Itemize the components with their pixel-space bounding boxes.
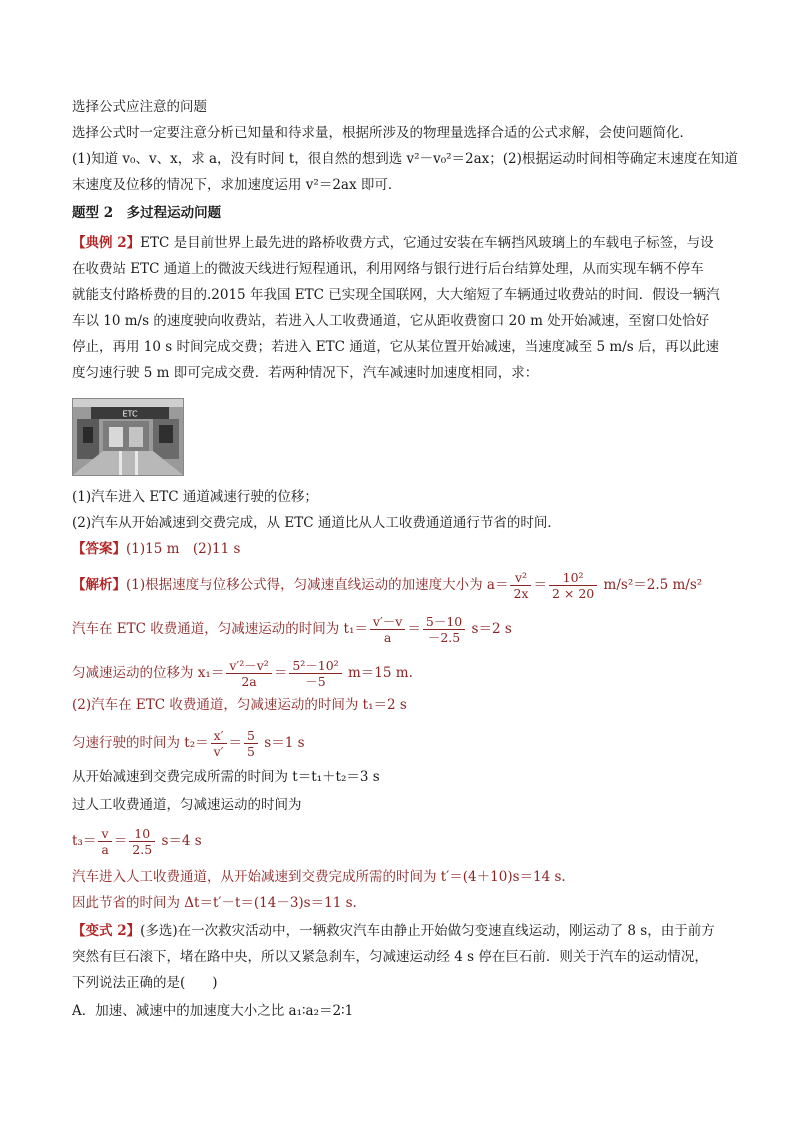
type2-title: 题型 2 多过程运动问题: [72, 205, 222, 221]
example-tag: 【典例 2】: [72, 235, 141, 251]
numerator: x′: [211, 728, 227, 744]
fraction: [211, 728, 227, 759]
example-line5: 停止，再用 10 s 时间完成交费；若进入 ETC 通道，它从某位置开始减速，当速度减至 5 m/s 后，再以此速: [72, 339, 719, 355]
denominator: v′: [213, 744, 224, 759]
fraction: [129, 826, 155, 857]
denominator: a: [101, 842, 109, 857]
equals-sign: ＝: [407, 621, 421, 637]
etc-sign-text: ETC: [122, 409, 138, 419]
example-line1: [72, 234, 714, 252]
denominator: 2x: [513, 586, 529, 601]
denominator: 2.5: [132, 842, 153, 857]
example-line3: 就能支付路桥费的目的.2015 年我国 ETC 已实现全国联网，大大缩短了车辆通过收费站的时间．假设一辆汽: [72, 287, 720, 303]
denominator: a: [383, 630, 392, 645]
fraction: [98, 826, 111, 857]
step1-text: (1)根据速度与位移公式得，匀减速直线运动的加速度大小为 a＝: [126, 577, 509, 593]
intro-line1: 选择公式时一定要注意分析已知量和待求量，根据所涉及的物理量选择合适的公式求解，会使问题简化．: [72, 125, 693, 141]
variant-line2: 突然有巨石滚下，堵在路中央，所以又紧急刹车，匀减速运动经 4 s 停在巨石前．则关于汽车的运动情况，: [72, 949, 708, 965]
example-line4: 车以 10 m/s 的速度驶向收费站，若进入人工收费通道，它从距收费窗口 20 m 处开始减速，至窗口处恰好: [72, 313, 710, 329]
example-line2: 在收费站 ETC 通道上的微波天线进行短程通讯，利用网络与银行进行后台结算处理，从而实现车辆不停车: [72, 261, 704, 277]
denominator: －2.5: [427, 630, 461, 645]
step5-text: 匀速行驶的时间为 t₂＝: [72, 735, 209, 751]
numerator: v′²－v²: [226, 658, 271, 674]
solution-tag: 【解析】: [72, 577, 126, 593]
variant-tag: 【变式 2】: [72, 923, 141, 939]
fraction: [510, 570, 531, 601]
solution-step3: [72, 658, 413, 689]
solution-step8: [72, 826, 202, 857]
numerator: 10²: [549, 570, 597, 586]
etc-toll-photo: [72, 398, 184, 476]
question-2: (2)汽车从开始减速到交费完成，从 ETC 通道比从人工收费通道通行节省的时间．: [72, 515, 561, 531]
example-line6: 度匀速行驶 5 m 即可完成交费．若两种情况下，汽车减速时加速度相同，求：: [72, 365, 539, 381]
solution-step1: [72, 570, 702, 601]
intro-line2: (1)知道 v₀、v、x，求 a，没有时间 t，很自然的想到选 v²－v₀²＝2ax；(2)根据运动时间相等确定末速度在知道: [72, 151, 738, 167]
fraction: [370, 614, 405, 645]
answer-line: [72, 540, 240, 558]
step8-text: t₃＝: [72, 833, 97, 849]
numerator: v: [98, 826, 111, 842]
intro-heading: 选择公式应注意的问题: [72, 99, 207, 115]
equals-sign: ＝: [533, 577, 547, 593]
step5-result: s＝1 s: [260, 735, 305, 751]
equals-sign: ＝: [273, 665, 288, 681]
step3-result: m＝15 m.: [343, 665, 413, 681]
variant-text: (多选)在一次救灾活动中，一辆救灾汽车由静止开始做匀变速直线运动，刚运动了 8 s，由于前方: [140, 923, 715, 939]
denominator: 2 × 20: [551, 586, 595, 601]
numerator: 5－10: [423, 614, 465, 630]
variant-line1: [72, 922, 715, 940]
step2-text: 汽车在 ETC 收费通道，匀减速运动的时间为 t₁＝: [72, 621, 368, 637]
solution-step2: [72, 614, 512, 645]
numerator: 10: [129, 826, 155, 842]
step3-text: 匀减速运动的位移为 x₁＝: [72, 665, 225, 681]
solution-step10: 因此节省的时间为 Δt＝t′－t＝(14－3)s＝11 s.: [72, 895, 357, 911]
equals-sign: ＝: [113, 833, 128, 849]
solution-step9: 汽车进入人工收费通道，从开始减速到交费完成所需的时间为 t′＝(4＋10)s＝14 s.: [72, 869, 566, 885]
denominator: 5: [247, 744, 255, 759]
numerator: v²: [510, 570, 531, 586]
numerator: 5²－10²: [289, 658, 341, 674]
denominator: －5: [305, 674, 326, 689]
numerator: 5: [244, 728, 258, 744]
denominator: 2a: [241, 674, 257, 689]
answer-tag: 【答案】: [72, 541, 126, 557]
example-text: ETC 是目前世界上最先进的路桥收费方式，它通过安装在车辆挡风玻璃上的车载电子标签，与设: [140, 235, 714, 251]
variant-option-a: A．加速、减速中的加速度大小之比 a₁∶a₂＝2∶1: [72, 1003, 354, 1019]
fraction: [226, 658, 271, 689]
answer-text: (1)15 m (2)11 s: [126, 541, 241, 557]
fraction: [289, 658, 341, 689]
solution-step5: [72, 728, 305, 759]
solution-step7: 过人工收费通道，匀减速运动的时间为: [72, 797, 302, 813]
question-1: (1)汽车进入 ETC 通道减速行驶的位移；: [72, 489, 318, 505]
step8-result: s＝4 s: [157, 833, 202, 849]
intro-line3: 末速度及位移的情况下，求加速度运用 v²＝2ax 即可．: [72, 177, 402, 193]
step2-result: s＝2 s: [467, 621, 512, 637]
fraction: [549, 570, 597, 601]
equals-sign: ＝: [228, 735, 243, 751]
step1-result: m/s²＝2.5 m/s²: [599, 577, 703, 593]
solution-step6: 从开始减速到交费完成所需的时间为 t＝t₁＋t₂＝3 s: [72, 769, 380, 785]
numerator: v′－v: [370, 614, 405, 630]
fraction: [423, 614, 465, 645]
solution-step4: (2)汽车在 ETC 收费通道，匀减速运动的时间为 t₁＝2 s: [72, 697, 407, 713]
variant-line3: 下列说法正确的是( ): [72, 975, 218, 991]
fraction: [244, 728, 258, 759]
